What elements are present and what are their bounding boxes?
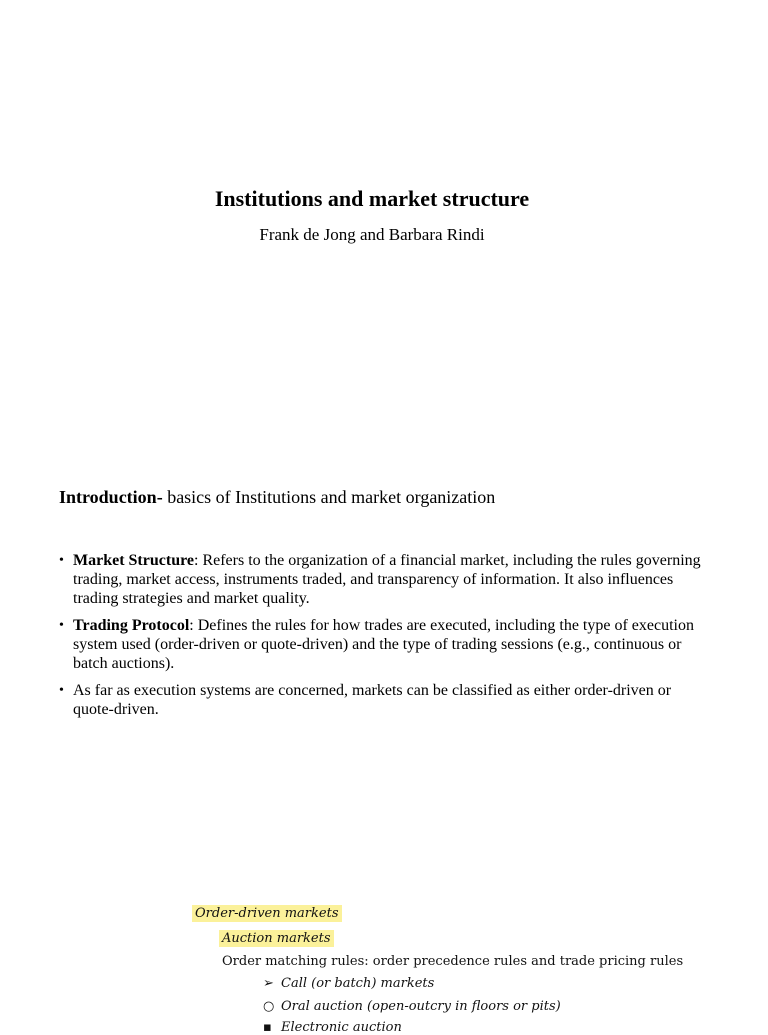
intro-heading: Introduction- (59, 487, 163, 507)
bullet-dot-icon: • (59, 618, 64, 633)
bullet-term: Trading Protocol (73, 617, 190, 634)
figure-rules-line: Order matching rules: order precedence rules and trade pricing rules (222, 954, 684, 969)
figure-heading-auction: Auction markets (219, 930, 334, 947)
textbook-excerpt-figure (190, 902, 684, 1035)
bullet-list (59, 551, 709, 727)
bullet-dot-icon: • (59, 553, 64, 568)
figure-item-text: Electronic auction (281, 1020, 402, 1035)
figure-list-item (263, 1020, 402, 1035)
bullet-dot-icon: • (59, 683, 64, 698)
square-bullet-icon: ▪ (263, 1020, 272, 1035)
arrowhead-bullet-icon: ➢ (263, 976, 274, 991)
document-authors: Frank de Jong and Barbara Rindi (259, 225, 485, 244)
intro-line (59, 487, 495, 508)
intro-text: basics of Institutions and market organization (162, 487, 496, 507)
figure-item-text: Oral auction (open-outcry in floors or pits) (281, 999, 561, 1014)
bullet-text: As far as execution systems are concerned, markets can be classified as either order-driven or quote-driven. (73, 682, 672, 718)
bullet-text: : Defines the rules for how trades are executed, including the type of execution system used (order-driven or quote-driven) and the type of trading sessions (e.g., continuous or batch auctions). (73, 617, 694, 672)
circle-bullet-icon: ○ (263, 999, 275, 1014)
bullet-item-trading-protocol (59, 616, 709, 673)
figure-list-item (263, 976, 434, 991)
figure-heading-order-driven: Order-driven markets (192, 905, 342, 922)
figure-item-text: Call (or batch) markets (281, 976, 435, 991)
bullet-term: Market Structure (73, 552, 194, 569)
bullet-item-market-structure (59, 551, 709, 608)
bullet-text: : Refers to the organization of a financial market, including the rules governing trading, market access, instruments traded, and transparency of information. It also influences trading strategies and market quality. (73, 552, 701, 607)
figure-list-item (263, 999, 561, 1014)
bullet-item-execution-systems (59, 681, 709, 719)
document-title: Institutions and market structure (214, 186, 530, 211)
